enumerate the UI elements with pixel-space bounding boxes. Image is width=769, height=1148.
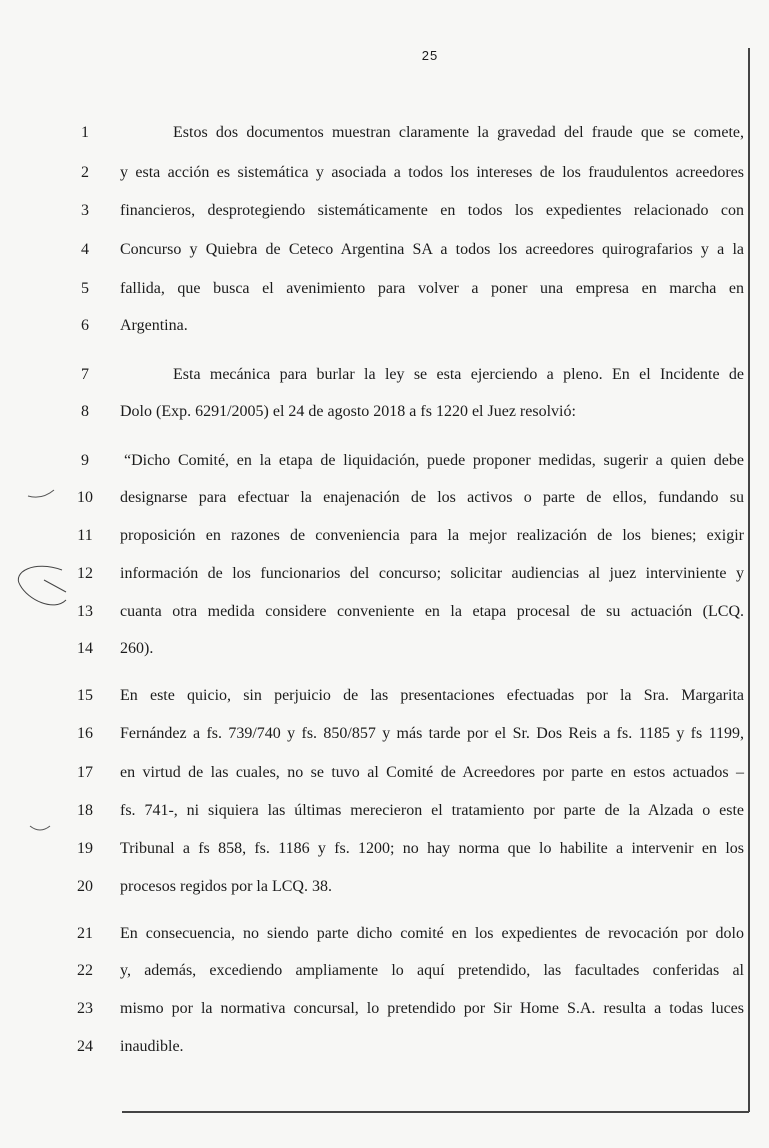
line-number: 4 [81,241,89,258]
line-text: fallida, que busca el avenimiento para volver a poner una empresa en marcha en [120,280,744,297]
line-number: 16 [77,725,93,742]
line-text: Tribunal a fs 858, fs. 1186 y fs. 1200; no hay norma que lo habilite a intervenir en los [120,840,744,857]
line-number: 5 [81,280,89,297]
bottom-margin-rule [122,1111,749,1113]
line-text: En este quicio, sin perjuicio de las presentaciones efectuadas por la Sra. Margarita [120,687,744,704]
line-text: y esta acción es sistemática y asociada a todos los intereses de los fraudulentos acreedores [120,164,744,181]
line-number: 18 [77,802,93,819]
line-text: “Dicho Comité, en la etapa de liquidación, puede proponer medidas, sugerir a quien debe [124,452,744,469]
line-number: 22 [77,962,93,979]
line-text: designarse para efectuar la enajenación de los activos o parte de ellos, fundando su [120,489,744,506]
line-number: 1 [81,124,89,141]
line-number: 20 [77,878,93,895]
line-number: 3 [81,202,89,219]
line-text: cuanta otra medida considere conveniente en la etapa procesal de su actuación (LCQ. [120,603,744,620]
line-text: Estos dos documentos muestran claramente la gravedad del fraude que se comete, [173,124,744,141]
line-number: 7 [81,366,89,383]
line-number: 10 [77,489,93,506]
line-number: 23 [77,1000,93,1017]
line-text: Dolo (Exp. 6291/2005) el 24 de agosto 2018 a fs 1220 el Juez resolvió: [120,403,576,420]
line-text: en virtud de las cuales, no se tuvo al Comité de Acreedores por parte en estos actuados – [120,764,744,781]
line-text: financieros, desprotegiendo sistemáticamente en todos los expedientes relacionado con [120,202,744,219]
line-text: inaudible. [120,1038,184,1055]
line-text: procesos regidos por la LCQ. 38. [120,878,332,895]
line-number: 13 [77,603,93,620]
line-text: información de los funcionarios del concurso; solicitar audiencias al juez interviniente y [120,565,744,582]
right-margin-rule [748,48,750,1112]
page-number: 25 [421,48,439,63]
line-number: 14 [77,640,93,657]
line-number: 2 [81,164,89,181]
line-number: 6 [81,317,89,334]
line-number: 9 [81,452,89,469]
line-number: 11 [77,527,93,544]
line-text: Fernández a fs. 739/740 y fs. 850/857 y más tarde por el Sr. Dos Reis a fs. 1185 y fs 1199, [120,725,744,742]
line-number: 19 [77,840,93,857]
line-text: mismo por la normativa concursal, lo pretendido por Sir Home S.A. resulta a todas luces [120,1000,744,1017]
line-text: Concurso y Quiebra de Ceteco Argentina SA a todos los acreedores quirografarios y a la [120,241,744,258]
line-text: En consecuencia, no siendo parte dicho comité en los expedientes de revocación por dolo [120,925,744,942]
line-number: 15 [77,687,93,704]
line-text: y, además, excediendo ampliamente lo aquí pretendido, las facultades conferidas al [120,962,744,979]
line-number: 12 [77,565,93,582]
line-number: 21 [77,925,93,942]
line-text: 260). [120,640,154,657]
line-text: Argentina. [120,317,188,334]
line-number: 24 [77,1038,93,1055]
line-text: proposición en razones de conveniencia para la mejor realización de los bienes; exigir [120,527,744,544]
line-text: fs. 741-, ni siquiera las últimas merecieron el tratamiento por parte de la Alzada o este [120,802,744,819]
line-text: Esta mecánica para burlar la ley se esta ejerciendo a pleno. En el Incidente de [173,366,744,383]
line-number: 8 [81,403,89,420]
line-number: 17 [77,764,93,781]
